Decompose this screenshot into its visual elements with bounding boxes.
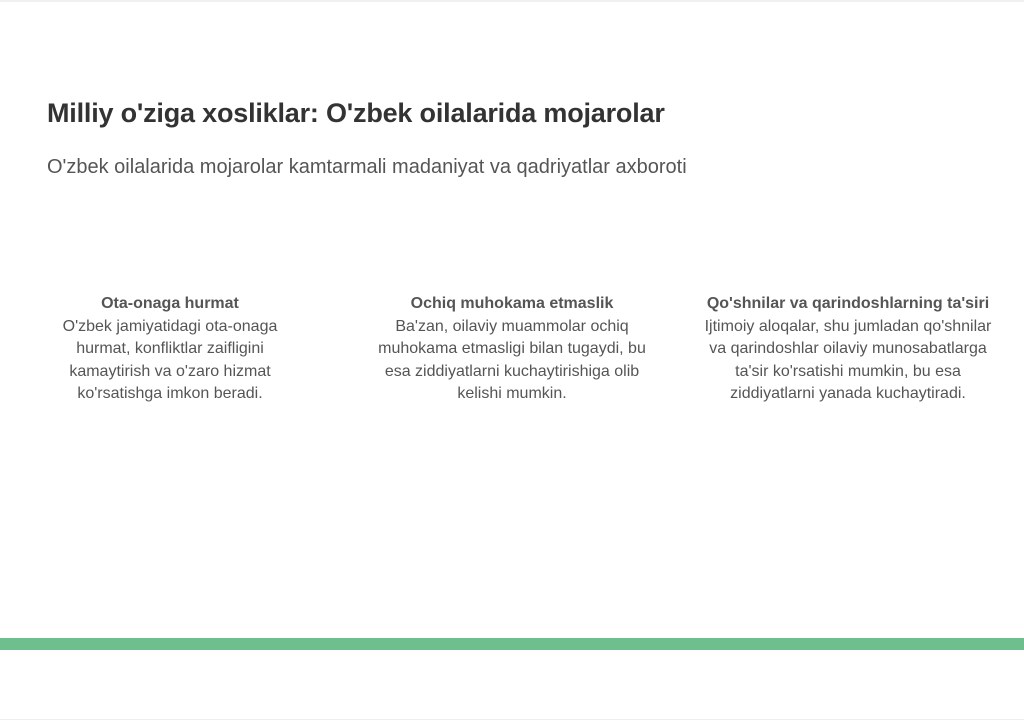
slide-subtitle: O'zbek oilalarida mojarolar kamtarmali madaniyat va qadriyatlar axboroti	[47, 156, 687, 178]
slide-title: Milliy o'ziga xosliklar: O'zbek oilalarida mojarolar	[47, 98, 665, 128]
column-neighbors-influence	[698, 293, 998, 406]
column-heading: Ota-onaga hurmat	[101, 295, 239, 312]
column-body: Ijtimoiy aloqalar, shu jumladan qo'shnilar va qarindoshlar oilaviy munosabatlarga ta'sir ko'rsatishi mumkin, bu esa ziddiyatlarni yanada kuchaytiradi.	[704, 317, 992, 402]
column-parent-respect	[40, 293, 300, 406]
accent-bar	[0, 638, 1024, 650]
column-heading: Qo'shnilar va qarindoshlarning ta'siri	[706, 295, 990, 312]
top-border	[0, 0, 1024, 2]
column-body: O'zbek jamiyatidagi ota-onaga hurmat, konfliktlar zaifligini kamaytirish va o'zaro hizmat ko'rsatishga imkon beradi.	[62, 317, 278, 402]
bottom-rule	[0, 719, 1024, 720]
column-open-discussion	[367, 293, 657, 406]
column-body: Ba'zan, oilaviy muammolar ochiq muhokama etmasligi bilan tugaydi, bu esa ziddiyatlarni kuchaytirishiga olib kelishi mumkin.	[378, 317, 646, 402]
column-heading: Ochiq muhokama etmaslik	[410, 295, 614, 312]
